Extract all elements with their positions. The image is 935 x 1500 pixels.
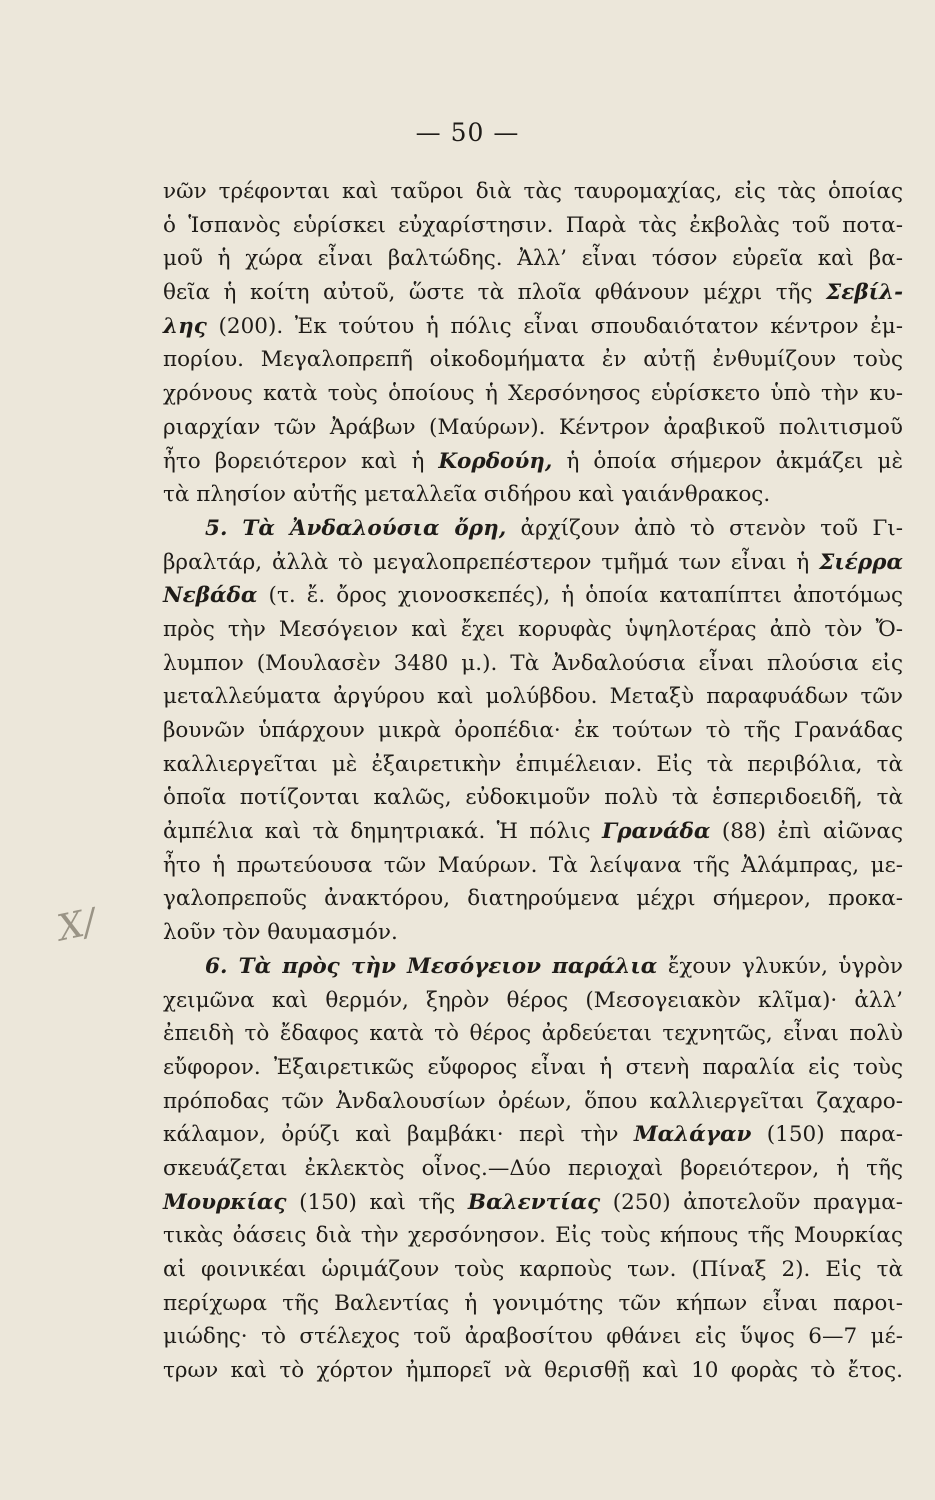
text-line <box>163 1320 903 1354</box>
text-line <box>163 613 903 647</box>
text-line <box>163 950 903 984</box>
text-line <box>163 546 903 580</box>
text-run: μιώδης· τὸ στέλεχος τοῦ ἀραβοσίτου φθάνει εἰς ὕψος 6—7 μέ- <box>163 1324 903 1350</box>
text-line <box>163 209 903 243</box>
text-run: λοῦν τὸν θαυμασμόν. <box>163 920 398 946</box>
text-run: μεταλλεύματα ἀργύρου καὶ μολύβδου. Μεταξὺ παραφυάδων τῶν <box>163 684 903 710</box>
text-line <box>163 781 903 815</box>
text-run: (88) ἐπὶ αἰῶνας <box>710 819 903 845</box>
place-name-malaga: Μαλάγαν <box>633 1122 752 1148</box>
text-run: ἦτο βορειότερον καὶ ἡ <box>163 448 439 474</box>
page-number: — 50 — <box>415 118 520 147</box>
text-line <box>163 647 903 681</box>
text-line <box>163 849 903 883</box>
text-run: ἔχουν γλυκύν, ὑγρὸν <box>657 953 904 979</box>
section-heading-andalusian-mountains: Τὰ Ἀνδαλούσια ὄρη, <box>227 515 507 541</box>
text-run: (150) παρα- <box>751 1122 903 1148</box>
text-line <box>163 1152 903 1186</box>
text-run: γαλοπρεποῦς ἀνακτόρου, διατηρούμενα μέχρι σήμερον, προκα- <box>163 886 903 912</box>
text-run: βραλτάρ, ἀλλὰ τὸ μεγαλοπρεπέστερον τμῆμά των εἶναι ἡ <box>163 549 820 575</box>
text-line <box>163 242 903 276</box>
text-line <box>163 1354 903 1388</box>
text-run: νῶν τρέφονται καὶ ταῦροι διὰ τὰς ταυρομαχίας, εἰς τὰς ὁποίας <box>163 179 903 204</box>
place-name-murcia: Μουρκίας <box>163 1189 287 1215</box>
text-run: θεῖα ἡ κοίτη αὐτοῦ, ὥστε τὰ πλοῖα φθάνουν μέχρι τῆς <box>163 280 827 306</box>
place-name-cordoba: Κορδούη, <box>438 448 553 474</box>
text-run: ὁ Ἱσπανὸς εὑρίσκει εὐχαρίστησιν. Παρὰ τὰς ἐκβολὰς τοῦ ποτα- <box>163 212 903 238</box>
text-run: αἱ φοινικέαι ὡριμάζουν τοὺς καρποὺς των. (Πίναξ 2). Εἰς τὰ <box>163 1257 903 1282</box>
text-run: καλλιεργεῖται μὲ ἐξαιρετικὴν ἐπιμέλειαν. Εἰς τὰ περιβόλια, τὰ <box>163 751 903 777</box>
text-run: πορίου. Μεγαλοπρεπῆ οἰκοδομήματα ἐν αὐτῇ ἐνθυμίζουν τοὺς <box>163 347 903 373</box>
text-run: χειμῶνα καὶ θερμόν, ξηρὸν θέρος (Μεσογειακὸν κλῖμα)· ἀλλ’ <box>163 987 903 1013</box>
text-run: πρὸς τὴν Μεσόγειον καὶ ἔχει κορυφὰς ὑψηλοτέρας ἀπὸ τὸν Ὄ- <box>163 616 903 642</box>
place-name-valencia: Βαλεντίας <box>467 1189 601 1215</box>
text-line <box>163 579 903 613</box>
section-number: 5. <box>205 515 228 541</box>
text-run: ἡ ὁποία σήμερον ἀκμάζει μὲ <box>552 448 903 474</box>
text-line <box>163 714 903 748</box>
text-run: χρόνους κατὰ τοὺς ὁποίους ἡ Χερσόνησος εὑρίσκετο ὑπὸ τὴν κυ- <box>163 381 903 407</box>
text-run: τικὰς ὀάσεις διὰ τὴν χερσόνησον. Εἰς τοὺς κήπους τῆς Μουρκίας <box>163 1223 903 1249</box>
text-line <box>163 445 903 479</box>
text-run: βουνῶν ὑπάρχουν μικρὰ ὀροπέδια· ἐκ τούτων τὸ τῆς Γρανάδας <box>163 718 903 743</box>
place-name-sevilla: Σεβίλ- <box>826 280 903 306</box>
text-run: κάλαμον, ὀρύζι καὶ βαμβάκι· περὶ τὴν <box>163 1122 634 1148</box>
text-run: ριαρχίαν τῶν Ἀράβων (Μαύρων). Κέντρον ἀραβικοῦ πολιτισμοῦ <box>163 414 903 440</box>
text-line <box>163 276 903 310</box>
text-line <box>163 984 903 1018</box>
text-line <box>163 377 903 411</box>
text-run: πρόποδας τῶν Ἀνδαλουσίων ὀρέων, ὅπου καλλιεργεῖται ζαχαρο- <box>163 1088 903 1114</box>
text-line <box>163 175 903 209</box>
text-run: ὁποῖα ποτίζονται καλῶς, εὐδοκιμοῦν πολὺ τὰ ἑσπεριδοειδῆ, τὰ <box>163 785 903 811</box>
text-line <box>163 1186 903 1220</box>
section-heading-mediterranean-coast: Τὰ πρὸς τὴν Μεσόγειον παράλια <box>227 953 658 979</box>
text-line <box>163 478 903 512</box>
text-line <box>163 916 903 950</box>
text-run: (250) ἀποτελοῦν πραγμα- <box>600 1189 903 1215</box>
text-line <box>163 882 903 916</box>
text-run: ἀρχίζουν ἀπὸ τὸ στενὸν τοῦ Γι- <box>506 515 904 541</box>
text-line <box>163 680 903 714</box>
text-line <box>163 748 903 782</box>
text-run: τὰ πλησίον αὐτῆς μεταλλεῖα σιδήρου καὶ γαιάνθρακος. <box>163 482 771 508</box>
text-run: μοῦ ἡ χώρα εἶναι βαλτώδης. Ἀλλ’ εἶναι τόσον εὐρεῖα καὶ βα- <box>163 246 903 272</box>
text-run: σκευάζεται ἐκλεκτὸς οἶνος.—Δύο περιοχαὶ βορειότερον, ἡ τῆς <box>163 1155 903 1181</box>
text-run: λυμπον (Μουλασὲν 3480 μ.). Τὰ Ἀνδαλούσια εἶναι πλούσια εἰς <box>163 650 903 676</box>
text-line <box>163 512 903 546</box>
place-name-sierra: Σιέρρα <box>819 549 903 575</box>
text-run: (150) καὶ τῆς <box>286 1189 468 1215</box>
text-line <box>163 310 903 344</box>
text-line <box>163 1118 903 1152</box>
text-run: (200). Ἐκ τούτου ἡ πόλις εἶναι σπουδαιότατον κέντρον ἐμ- <box>206 313 903 339</box>
margin-annotation: X/ <box>54 901 100 950</box>
text-line <box>163 1051 903 1085</box>
text-line <box>163 1085 903 1119</box>
text-run: τρων καὶ τὸ χόρτον ἠμπορεῖ νὰ θερισθῇ καὶ 10 φορὰς τὸ ἔτος. <box>163 1358 903 1384</box>
text-line <box>163 1017 903 1051</box>
text-line <box>163 1253 903 1287</box>
body-text <box>163 175 903 1388</box>
text-line <box>163 343 903 377</box>
place-name-granada: Γρανάδα <box>601 819 711 845</box>
text-line <box>163 411 903 445</box>
text-line <box>163 1287 903 1321</box>
text-run: περίχωρα τῆς Βαλεντίας ἡ γονιμότης τῶν κήπων εἶναι παροι- <box>163 1290 903 1316</box>
text-run: εὔφορον. Ἐξαιρετικῶς εὔφορος εἶναι ἡ στενὴ παραλία εἰς τοὺς <box>163 1054 903 1080</box>
text-run: ἐπειδὴ τὸ ἔδαφος κατὰ τὸ θέρος ἀρδεύεται τεχνητῶς, εἶναι πολὺ <box>163 1021 903 1047</box>
section-number: 6. <box>205 953 228 979</box>
place-name-nevada: Νεβάδα <box>163 583 258 609</box>
text-line <box>163 815 903 849</box>
text-run: ἀμπέλια καὶ τὰ δημητριακά. Ἡ πόλις <box>163 819 602 845</box>
text-run: ἦτο ἡ πρωτεύουσα τῶν Μαύρων. Τὰ λείψανα τῆς Ἀλάμπρας, με- <box>163 852 903 878</box>
text-run: (τ. ἔ. ὄρος χιονοσκεπές), ἡ ὁποία καταπίπτει ἀποτόμως <box>257 583 903 609</box>
text-line <box>163 1219 903 1253</box>
place-name-sevilla-cont: λης <box>163 313 207 339</box>
